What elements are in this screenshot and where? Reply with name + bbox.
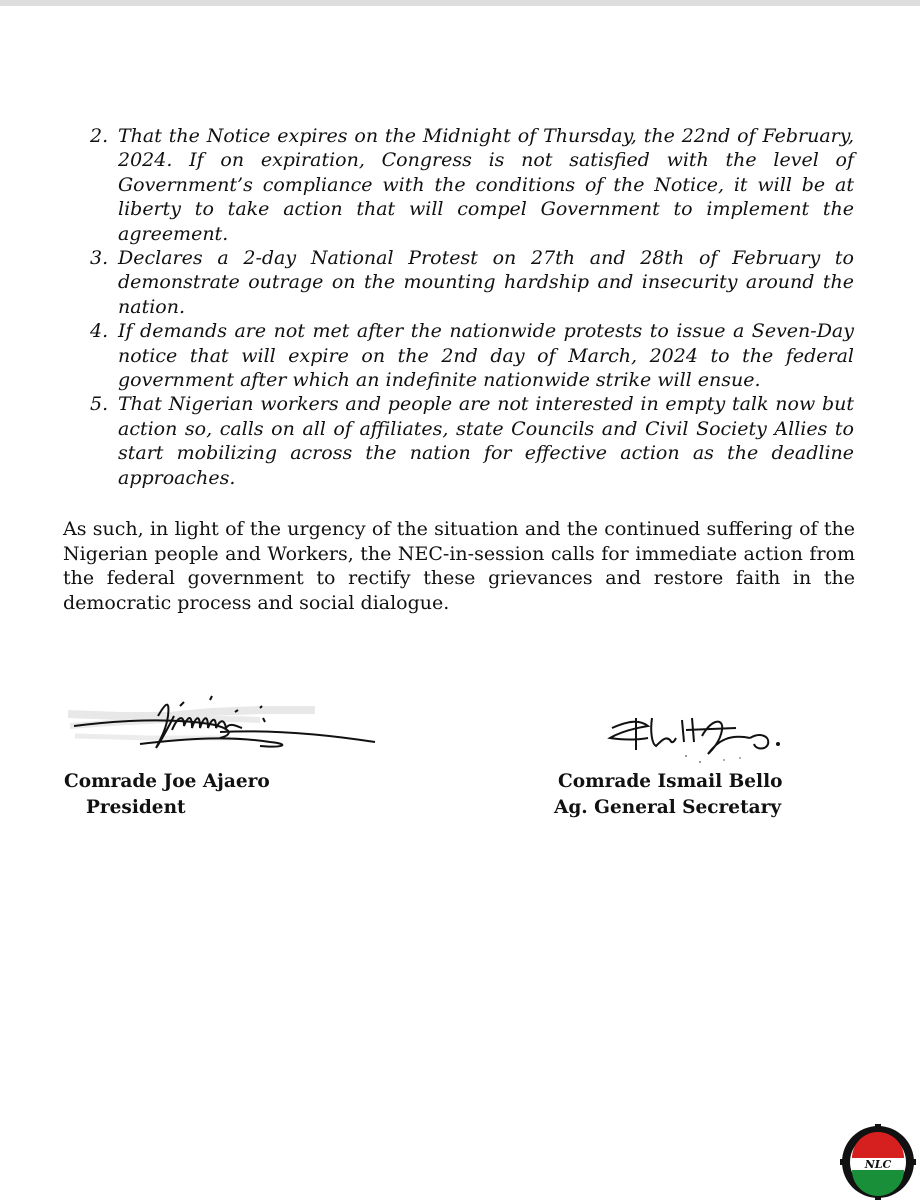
- list-item: [90, 392, 854, 490]
- item-number: 5.: [90, 393, 109, 416]
- item-number: 3.: [90, 247, 109, 270]
- list-item: [90, 319, 854, 392]
- item-text: If demands are not met after the nationwide protests to issue a Seven-Day notice that will expire on the 2nd day of March, 2024 to the federal government after which an indefinite nationwide strike will ensue.: [118, 320, 854, 392]
- logo-text: NLC: [864, 1158, 892, 1171]
- list-item: [90, 124, 854, 246]
- closing-paragraph: As such, in light of the urgency of the situation and the continued suffering of the Nigerian people and Workers, the NEC-in-session calls for immediate action from the federal government to rectify these grievances and restore faith in the democratic process and social dialogue.: [63, 518, 855, 614]
- president-signature: [60, 686, 380, 762]
- list-item: [90, 246, 854, 319]
- resolutions-list: [90, 124, 854, 490]
- general-secretary-title: Ag. General Secretary: [554, 797, 782, 818]
- nlc-logo: [840, 1124, 916, 1200]
- item-text: That Nigerian workers and people are not interested in empty talk now but action so, calls on all of affiliates, state Councils and Civil Society Allies to start mobilizing across the nation for effective action as the deadline approaches.: [118, 393, 854, 489]
- item-number: 2.: [90, 125, 109, 147]
- president-name: Comrade Joe Ajaero: [64, 771, 270, 792]
- president-title: President: [86, 797, 186, 818]
- item-text: Declares a 2-day National Protest on 27th and 28th of February to demonstrate outrage on the mounting hardship and insecurity around the nation.: [118, 247, 854, 318]
- item-text: That the Notice expires on the Midnight of Thursday, the 22nd of February, 2024. If on expiration, Congress is not satisfied with the level of Government’s compliance with the conditions of the Notice, it will be at liberty to take action that will compel Government to implement the agreement.: [118, 125, 854, 245]
- general-secretary-signature: [600, 710, 800, 770]
- item-number: 4.: [90, 320, 109, 343]
- general-secretary-name: Comrade Ismail Bello: [558, 771, 783, 792]
